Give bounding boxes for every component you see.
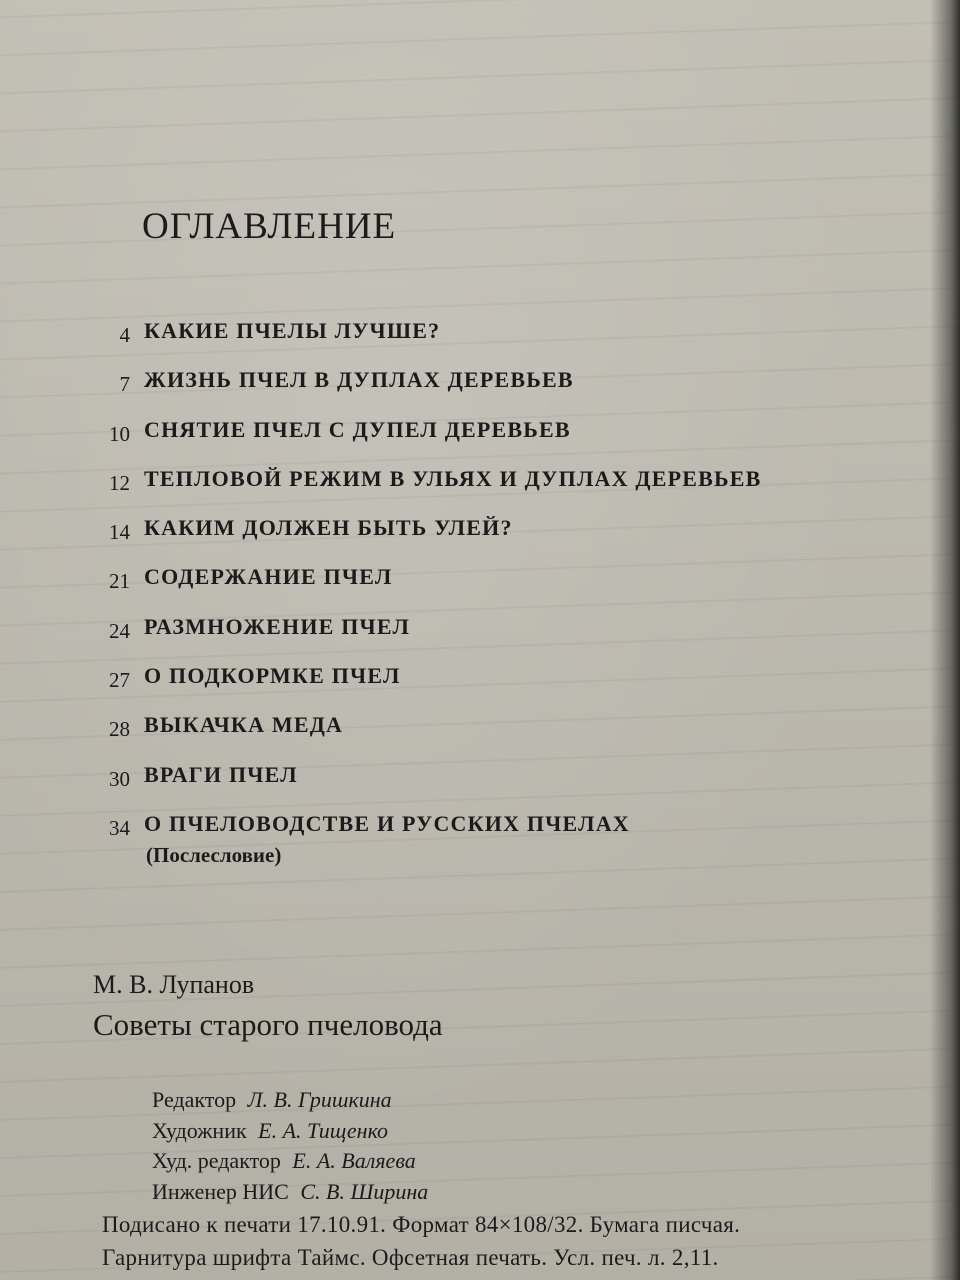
toc-entry: [88, 564, 888, 613]
credit-row: [152, 1085, 428, 1116]
toc-entry: [88, 417, 888, 466]
toc-page-number: 34: [109, 815, 130, 840]
toc-chapter-title: РАЗМНОЖЕНИЕ ПЧЕЛ: [144, 613, 411, 639]
toc-chapter-title: КАКИЕ ПЧЕЛЫ ЛУЧШЕ?: [144, 318, 441, 343]
credit-row: [152, 1146, 428, 1177]
credit-person: Е. А. Валяева: [292, 1148, 416, 1173]
toc-page-number: 10: [109, 421, 130, 446]
toc-entry: [88, 614, 888, 663]
toc-entry: [88, 712, 888, 761]
toc-entry: [88, 318, 888, 367]
toc-chapter-title: О ПЧЕЛОВОДСТВЕ И РУССКИХ ПЧЕЛАХ: [144, 810, 630, 836]
toc-page-number: 24: [109, 618, 130, 643]
toc-chapter-title: ЖИЗНЬ ПЧЕЛ В ДУПЛАХ ДЕРЕВЬЕВ: [144, 367, 574, 393]
credit-role: Худ. редактор: [152, 1148, 281, 1173]
toc-chapter-title: СОДЕРЖАНИЕ ПЧЕЛ: [144, 564, 393, 590]
toc-chapter-title: КАКИМ ДОЛЖЕН БЫТЬ УЛЕЙ?: [144, 515, 513, 541]
contents-title: ОГЛАВЛЕНИЕ: [142, 206, 397, 247]
credit-person: Л. В. Гришкина: [247, 1087, 392, 1112]
toc-chapter-title: СНЯТИЕ ПЧЕЛ С ДУПЕЛ ДЕРЕВЬЕВ: [144, 416, 571, 442]
credit-role: Редактор: [152, 1087, 237, 1112]
toc-page-number: 21: [109, 569, 130, 594]
toc-chapter-title: ТЕПЛОВОЙ РЕЖИМ В УЛЬЯХ И ДУПЛАХ ДЕРЕВЬЕВ: [144, 465, 762, 491]
toc-page-number: 30: [109, 766, 130, 791]
imprint-block: [102, 1208, 740, 1274]
credit-row: [152, 1116, 428, 1147]
toc-entry: [88, 466, 888, 515]
toc-entry: [88, 663, 888, 712]
toc-page-number: 4: [119, 323, 130, 347]
credit-role: Художник: [152, 1117, 247, 1143]
toc-page-number: 7: [119, 372, 130, 397]
credit-person: С. В. Ширина: [300, 1178, 429, 1204]
credit-role: Инженер НИС: [152, 1178, 289, 1204]
credit-person: Е. А. Тищенко: [258, 1117, 389, 1143]
book-author: М. В. Лупанов: [93, 970, 255, 999]
toc-chapter-title: ВЫКАЧКА МЕДА: [144, 712, 344, 738]
toc-page-number: 14: [109, 520, 130, 545]
toc-chapter-title: ВРАГИ ПЧЕЛ: [144, 761, 298, 787]
toc-page-number: 27: [109, 668, 130, 693]
toc-chapter-title: О ПОДКОРМКЕ ПЧЕЛ: [144, 663, 401, 689]
credit-row: [152, 1177, 428, 1208]
toc-entry: [88, 810, 888, 867]
book-title: Советы старого пчеловода: [93, 1007, 443, 1042]
toc-entry: [88, 762, 888, 811]
credits-block: [152, 1085, 428, 1207]
toc-page-number: 12: [109, 470, 130, 495]
toc-entry: [88, 367, 888, 416]
toc-page-number: 28: [109, 717, 130, 742]
toc-chapter-subtitle: (Послесловие): [146, 842, 282, 867]
table-of-contents: [88, 318, 888, 867]
toc-entry: [88, 515, 888, 564]
imprint-line: Гарнитура шрифта Таймс. Офсетная печать. Усл. печ. л. 2,11.: [102, 1245, 719, 1270]
imprint-line: Подисано к печати 17.10.91. Формат 84×108/32. Бумага писчая.: [102, 1212, 741, 1237]
page-edge-shadow: [930, 0, 960, 1280]
